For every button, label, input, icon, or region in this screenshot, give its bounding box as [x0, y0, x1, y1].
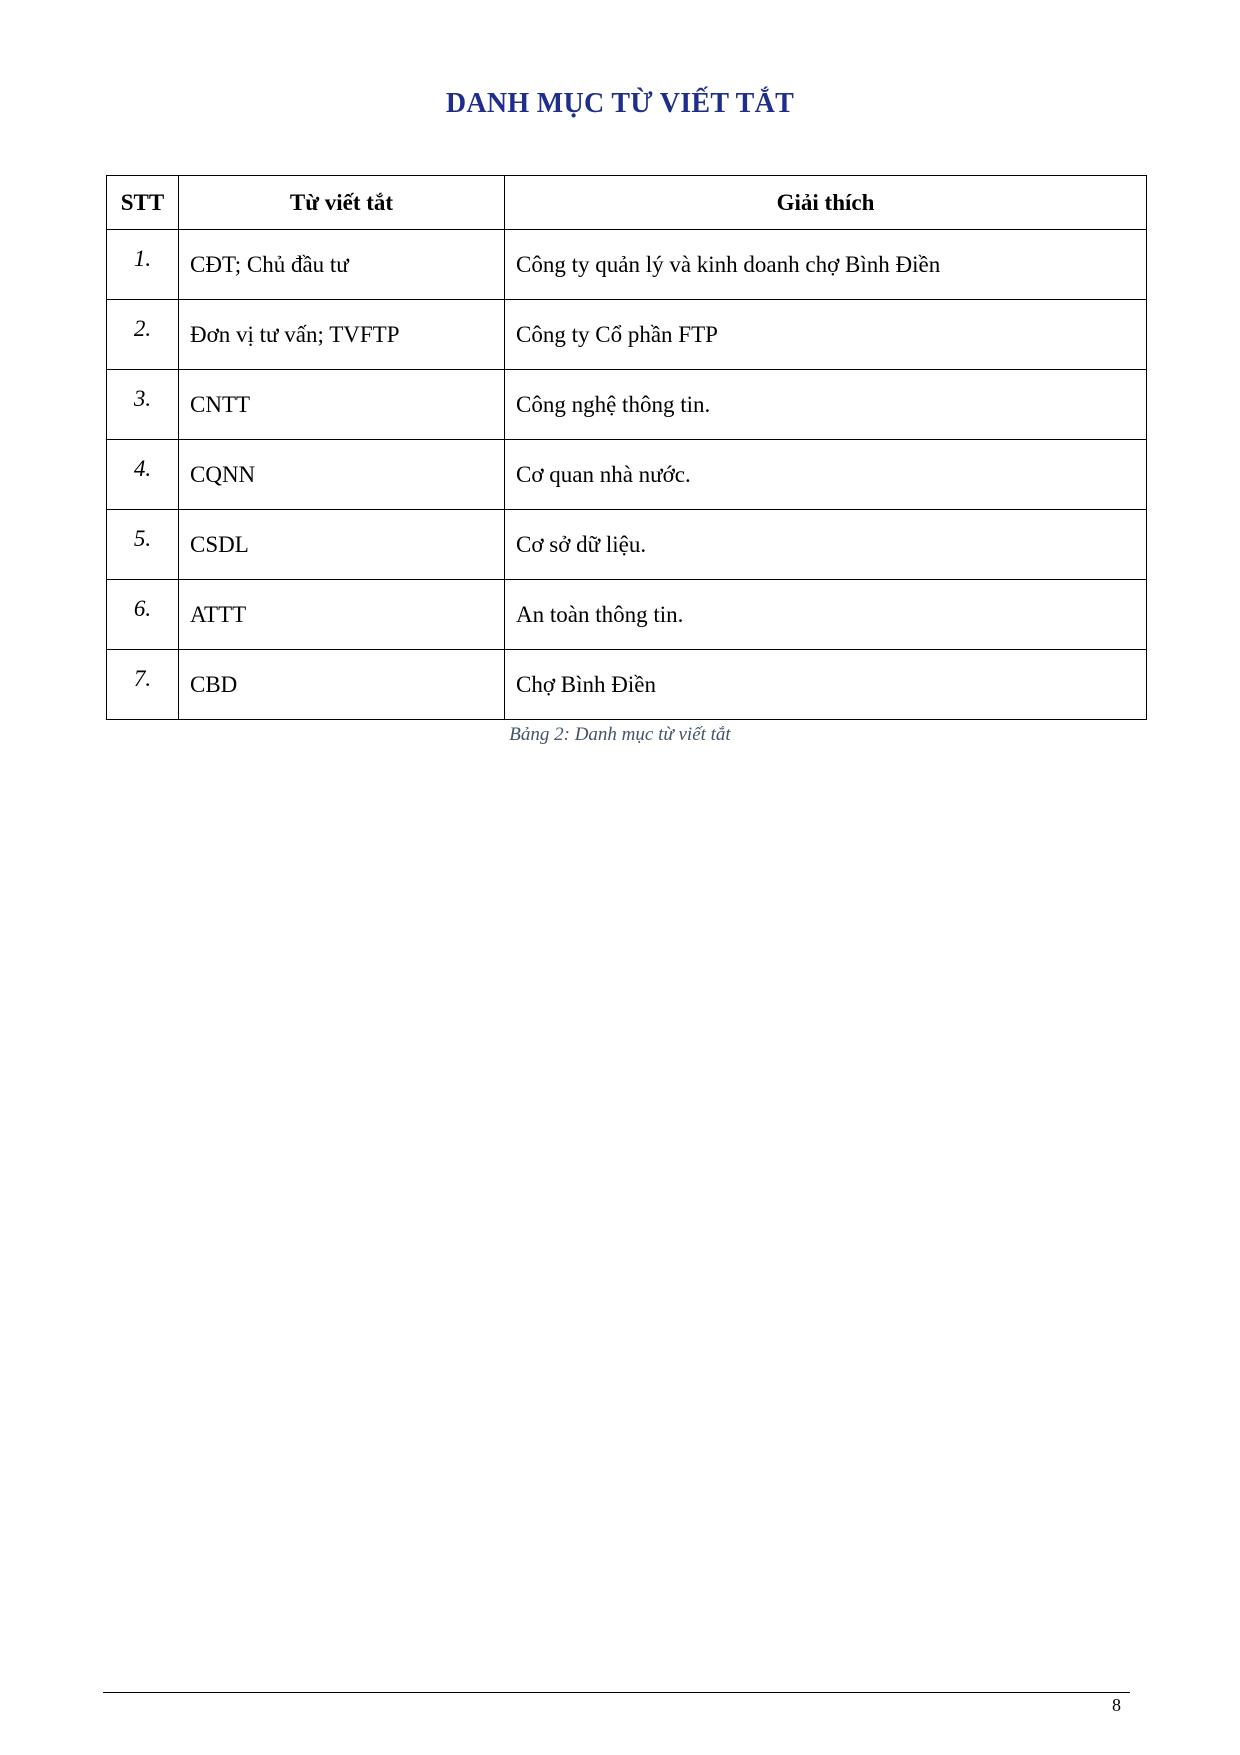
header-stt: STT — [107, 176, 179, 230]
row-explanation: An toàn thông tin. — [505, 580, 1147, 650]
row-number: 3. — [107, 370, 179, 440]
abbreviation-table — [106, 175, 1147, 720]
table-caption: Bảng 2: Danh mục từ viết tắt — [509, 724, 731, 745]
row-explanation: Cơ quan nhà nước. — [505, 440, 1147, 510]
page-number: 8 — [1112, 1695, 1121, 1715]
row-abbreviation: ATTT — [179, 580, 505, 650]
row-number: 5. — [107, 510, 179, 580]
footer-divider — [103, 1692, 1130, 1693]
table-row — [107, 300, 1147, 370]
row-number: 1. — [107, 230, 179, 300]
row-number: 2. — [107, 300, 179, 370]
page-title: DANH MỤC TỪ VIẾT TẮT — [445, 88, 795, 119]
row-explanation: Chợ Bình Điền — [505, 650, 1147, 720]
row-number: 6. — [107, 580, 179, 650]
table-row — [107, 440, 1147, 510]
header-explanation: Giải thích — [505, 176, 1147, 230]
table-row — [107, 230, 1147, 300]
table-row — [107, 650, 1147, 720]
row-number: 7. — [107, 650, 179, 720]
row-abbreviation: CNTT — [179, 370, 505, 440]
row-explanation: Công nghệ thông tin. — [505, 370, 1147, 440]
table-row — [107, 510, 1147, 580]
row-number: 4. — [107, 440, 179, 510]
row-abbreviation: CQNN — [179, 440, 505, 510]
row-explanation: Công ty Cổ phần FTP — [505, 300, 1147, 370]
table-row — [107, 370, 1147, 440]
row-abbreviation: CĐT; Chủ đầu tư — [179, 230, 505, 300]
header-abbreviation: Từ viết tắt — [179, 176, 505, 230]
row-abbreviation: CBD — [179, 650, 505, 720]
row-explanation: Cơ sở dữ liệu. — [505, 510, 1147, 580]
table-row — [107, 580, 1147, 650]
table-header-row — [107, 176, 1147, 230]
row-explanation: Công ty quản lý và kinh doanh chợ Bình Điền — [505, 230, 1147, 300]
row-abbreviation: Đơn vị tư vấn; TVFTP — [179, 300, 505, 370]
row-abbreviation: CSDL — [179, 510, 505, 580]
